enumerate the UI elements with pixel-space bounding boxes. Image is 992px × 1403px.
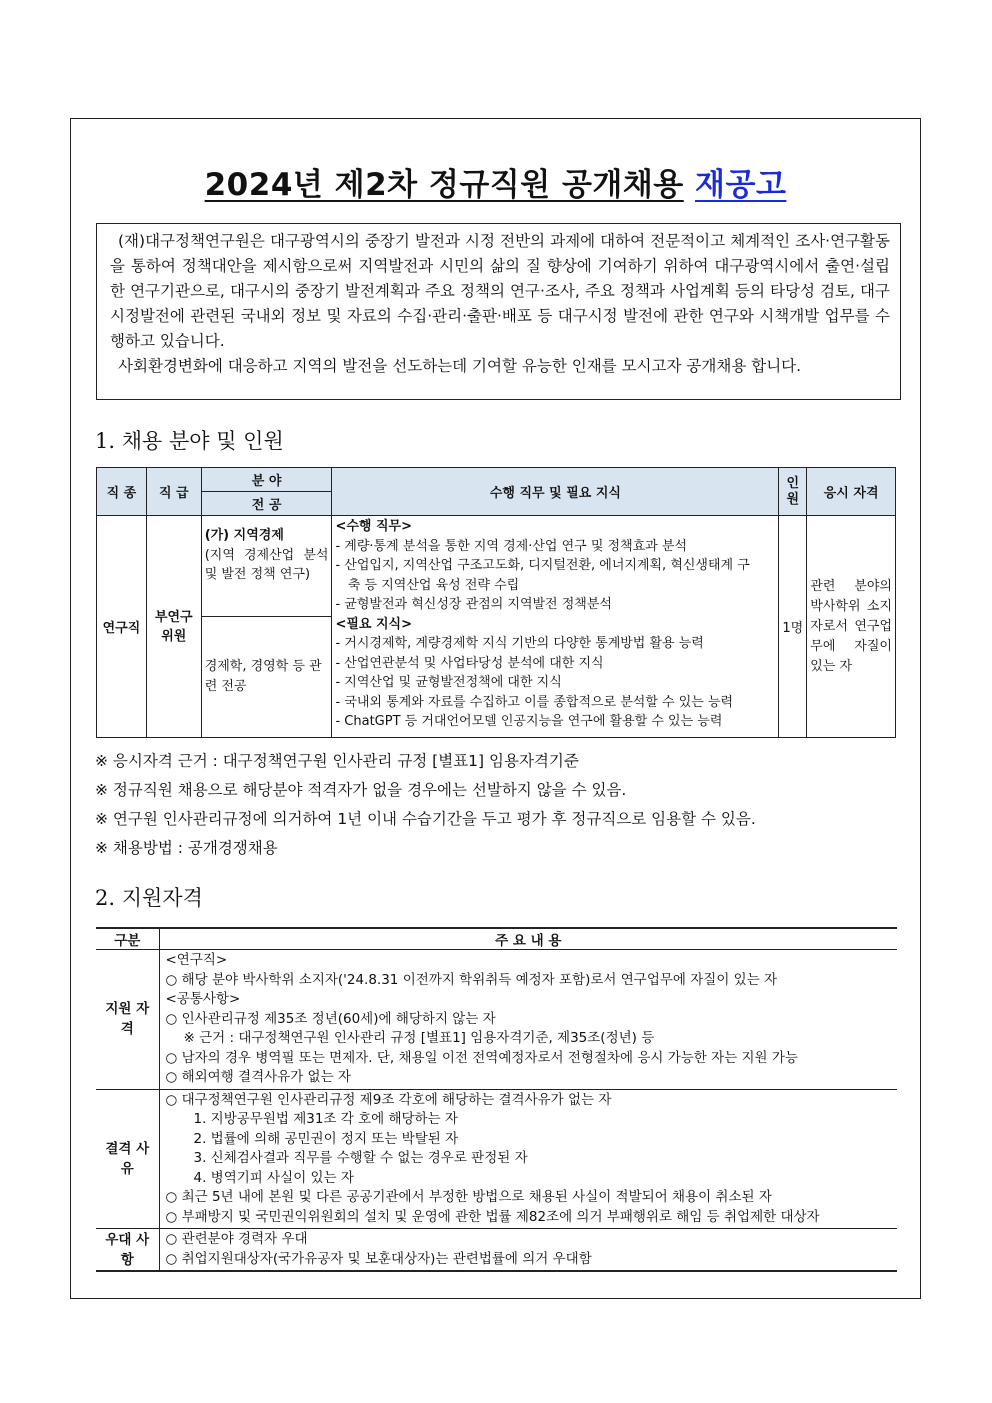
header-qualification: 응시 자격 bbox=[807, 468, 896, 516]
recruitment-table bbox=[96, 467, 896, 738]
notes bbox=[95, 747, 756, 863]
label-disqualification: 결격 사유 bbox=[96, 1089, 159, 1229]
eligibility-line: ○ 해외여행 결격사유가 없는 자 bbox=[165, 1069, 351, 1085]
eligibility-line: ○ 해당 분야 박사학위 소지자('24.8.31 이전까지 학위취득 예정자 포함)로서 연구업무에 자질이 있는 자 bbox=[165, 971, 778, 988]
disqualification-line: 4. 병역기피 사실이 있는 자 bbox=[193, 1169, 354, 1186]
eligibility-line: <연구직> bbox=[165, 952, 228, 968]
note-item: ※ 응시자격 근거 : 대구정책연구원 인사관리 규정 [별표1] 임용자격기준 bbox=[95, 752, 579, 770]
note-item: ※ 채용방법 : 공개경쟁채용 bbox=[95, 839, 278, 857]
knowledge-title: <필요 지식> bbox=[335, 616, 413, 632]
header-category: 구분 bbox=[96, 928, 159, 950]
title-main: 2024년 제2차 정규직원 공개채용 bbox=[204, 167, 684, 203]
preference-line: ○ 취업지원대상자(국가유공자 및 보훈대상자)는 관련법률에 의거 우대함 bbox=[165, 1250, 592, 1267]
label-eligibility: 지원 자격 bbox=[96, 950, 159, 1090]
header-job-grade: 직 급 bbox=[146, 468, 201, 516]
cell-qualification: 관련 분야의 박사학위 소지자로서 연구업무에 자질이 있는 자 bbox=[807, 516, 896, 738]
cell-duties bbox=[332, 516, 779, 738]
knowledge-item: - 지역산업 및 균형발전정책에 대한 지식 bbox=[335, 675, 562, 690]
disqualification-line: ○ 대구정책연구원 인사관리규정 제9조 각호에 해당하는 결격사유가 없는 자 bbox=[165, 1091, 612, 1108]
duty-item: - 계량·통계 분석을 통한 지역 경제·산업 연구 및 정책효과 분석 bbox=[335, 538, 688, 554]
cell-count: 1명 bbox=[779, 516, 807, 738]
cell-job-grade: 부연구위원 bbox=[146, 516, 201, 738]
disqualification-line: 1. 지방공무원법 제31조 각 호에 해당하는 자 bbox=[193, 1111, 458, 1127]
preference-line: ○ 관련분야 경력자 우대 bbox=[165, 1231, 308, 1247]
note-item: ※ 정규직원 채용으로 해당분야 적격자가 없을 경우에는 선발하지 않을 수 있음. bbox=[95, 781, 627, 799]
intro-paragraph-2: 사회환경변화에 대응하고 지역의 발전을 선도하는데 기여할 유능한 인재를 모시고자 공개채용 합니다. bbox=[118, 357, 802, 375]
section2-heading: 2. 지원자격 bbox=[95, 886, 203, 910]
knowledge-item: - 거시경제학, 계량경제학 지식 기반의 다양한 통계방법 활용 능력 bbox=[335, 636, 704, 651]
header-field: 분 야 bbox=[201, 468, 332, 492]
eligibility-line: <공통사항> bbox=[165, 991, 241, 1007]
knowledge-item: - ChatGPT 등 거대언어모델 인공지능을 연구에 활용할 수 있는 능력 bbox=[335, 714, 723, 729]
cell-job-type: 연구직 bbox=[97, 516, 147, 738]
duty-item: - 균형발전과 혁신성장 관점의 지역발전 정책분석 bbox=[335, 597, 612, 612]
document-frame bbox=[70, 118, 921, 1299]
header-job-type: 직 종 bbox=[97, 468, 147, 516]
section1-heading: 1. 채용 분야 및 인원 bbox=[95, 429, 284, 453]
eligibility-line: ○ 남자의 경우 병역필 또는 면제자. 단, 채용일 이전 전역예정자로서 전형절차에 응시 가능한 자는 지원 가능 bbox=[165, 1049, 798, 1066]
eligibility-table bbox=[96, 927, 897, 1272]
eligibility-line: ※ 근거 : 대구정책연구원 인사관리 규정 [별표1] 임용자격기준, 제35조(정년) 등 bbox=[183, 1030, 655, 1046]
duty-item: 축 등 지역산업 육성 전략 수립 bbox=[335, 577, 520, 593]
field-title: (가) 지역경제 bbox=[204, 528, 284, 543]
label-preference: 우대 사항 bbox=[96, 1229, 159, 1272]
header-major: 전 공 bbox=[201, 492, 332, 516]
eligibility-line: ○ 인사관리규정 제35조 정년(60세)에 해당하지 않는 자 bbox=[165, 1010, 496, 1027]
disqualification-line: 3. 신체검사결과 직무를 수행할 수 없는 경우로 판정된 자 bbox=[193, 1150, 528, 1166]
duties-title: <수행 직무> bbox=[335, 519, 413, 534]
knowledge-item: - 국내외 통계와 자료를 수집하고 이를 종합적으로 분석할 수 있는 능력 bbox=[335, 694, 734, 710]
title-accent: 재공고 bbox=[695, 167, 787, 203]
duty-item: - 산업입지, 지역산업 구조고도화, 디지털전환, 에너지계획, 혁신생태계 구 bbox=[335, 558, 750, 573]
disqualification-line: ○ 부패방지 및 국민권익위원회의 설치 및 운영에 관한 법률 제82조에 의거 부패행위로 해임 등 취업제한 대상자 bbox=[165, 1208, 820, 1225]
cell-preference bbox=[159, 1229, 897, 1272]
knowledge-item: - 산업연관분석 및 사업타당성 분석에 대한 지식 bbox=[335, 655, 604, 671]
cell-field bbox=[201, 516, 332, 617]
page-title bbox=[71, 159, 920, 204]
cell-major: 경제학, 경영학 등 관련 전공 bbox=[201, 617, 332, 738]
cell-disqualification bbox=[159, 1089, 897, 1229]
disqualification-line: 2. 법률에 의해 공민권이 정지 또는 박탈된 자 bbox=[193, 1130, 459, 1147]
field-desc: (지역 경제산업 분석 및 발전 정책 연구) bbox=[204, 547, 329, 582]
header-count: 인원 bbox=[779, 468, 807, 516]
note-item: ※ 연구원 인사관리규정에 의거하여 1년 이내 수습기간을 두고 평가 후 정규직으로 임용할 수 있음. bbox=[95, 810, 756, 828]
intro-box bbox=[96, 223, 901, 400]
cell-eligibility bbox=[159, 950, 897, 1090]
header-duties: 수행 직무 및 필요 지식 bbox=[332, 468, 779, 516]
header-content: 주 요 내 용 bbox=[159, 928, 897, 950]
intro-paragraph-1: (재)대구정책연구원은 대구광역시의 중장기 발전과 시정 전반의 과제에 대하여 전문적이고 체계적인 조사·연구활동을 통하여 정책대안을 제시함으로써 지역발전과 시민의 삶의 질 향상에 기여하기 위하여 대구광역시에서 출연·설립한 연구기관으로, 대구시의 중장기 발전계획과 주요 정책의 연구·조사, 주요 정책과 사업계획 등의 타당성 검토, 대구시정발전에 관련된 국내외 정보 및 자료의 수집·관리·출판·배포 등 대구시정 발전에 관한 연구와 시책개발 업무를 수행하고 있습니다. bbox=[110, 232, 890, 350]
disqualification-line: ○ 최근 5년 내에 본원 및 다른 공공기관에서 부정한 방법으로 채용된 사실이 적발되어 채용이 취소된 자 bbox=[165, 1189, 772, 1205]
